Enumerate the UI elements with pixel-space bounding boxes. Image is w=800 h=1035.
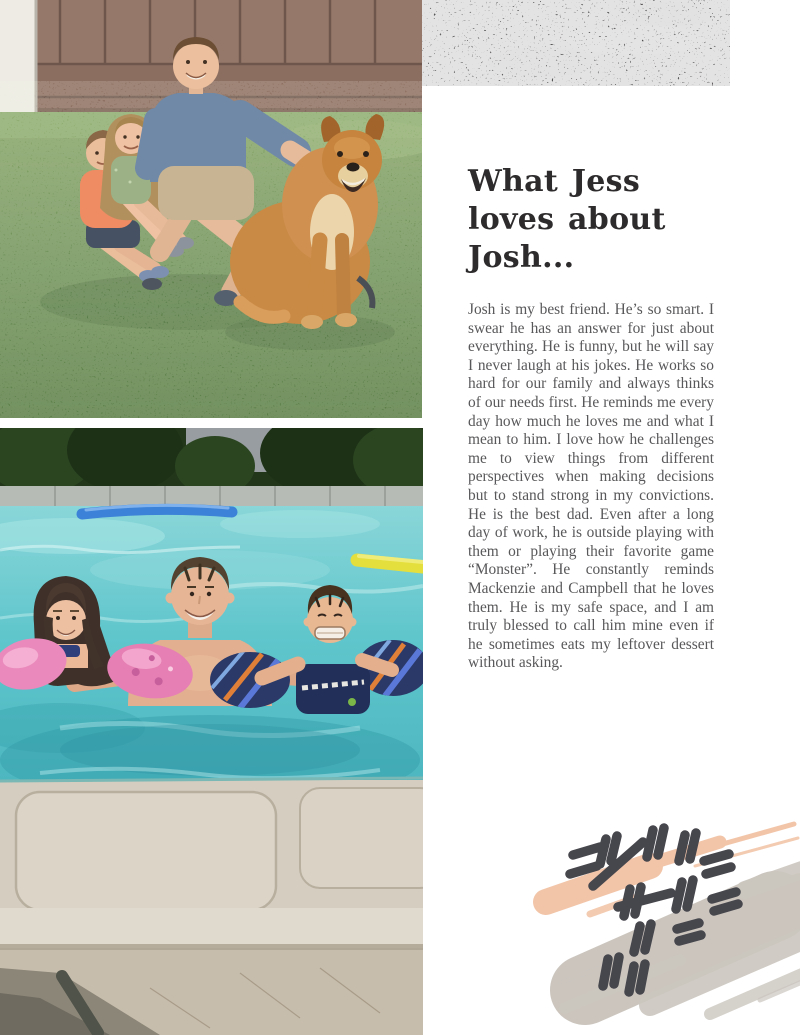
heading-line-1: What Jess <box>468 164 641 199</box>
charcoal-texture-swatch <box>422 0 730 86</box>
pool-family-photo <box>0 428 423 1035</box>
page-title <box>468 163 714 277</box>
text-column <box>468 163 714 673</box>
white-door-frame <box>0 0 36 112</box>
pool-coping <box>0 486 423 507</box>
brush-stroke-decoration <box>530 798 800 1035</box>
pool-deck <box>0 778 423 1035</box>
backyard-family-photo <box>0 0 422 418</box>
body-paragraph: Josh is my best friend. He’s so smart. I swear he has an answer for just about everything. He is funny, but he will say I never laugh at his jokes. He works so hard for our family and always thinks of our needs first. He reminds me every day how much he loves me and what I mean to him. I love how he challenges me to view things from different perspectives when making decisions but to stand strong in my convictions. He is the best dad. Even after a long day of work, he is outside playing with them or playing their favorite game “Monster”. He constantly reminds Mackenzie and Campbell that he loves them. He is my safe space, and I am truly blessed to call him mine even if he sometimes eats my leftover dessert without asking. <box>468 301 714 672</box>
blue-pool-noodle <box>82 509 232 514</box>
heading-line-2: loves about Josh... <box>468 202 666 275</box>
